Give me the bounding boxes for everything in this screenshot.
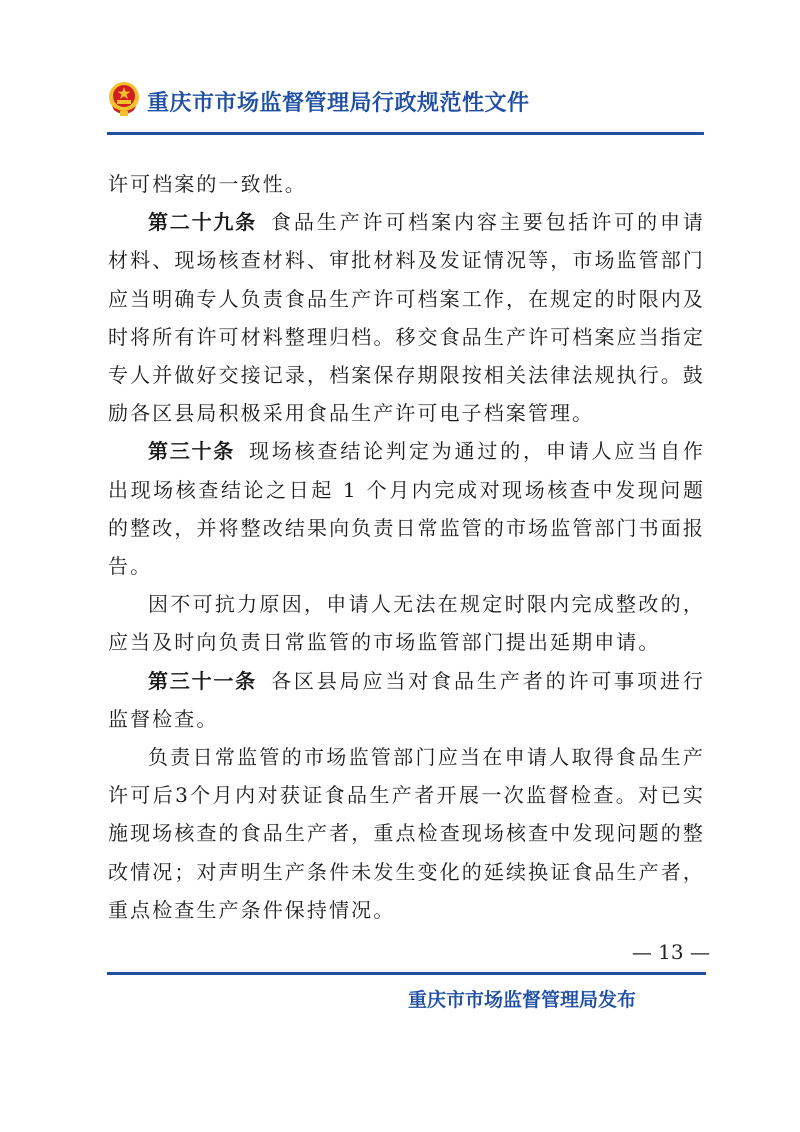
header-divider <box>107 132 704 135</box>
article-paragraph <box>108 203 705 432</box>
paragraph-text: 负责日常监管的市场监管部门应当在申请人取得食品生产许可后3个月内对获证食品生产者开展一次监督检查。对已实施现场核查的食品生产者，重点检查现场核查中发现问题的整改情况；对声明生产条件未发生变化的延续换证食品生产者，重点检查生产条件保持情况。 <box>108 745 705 922</box>
footer-publisher: 重庆市市场监督管理局发布 <box>408 989 637 1011</box>
article-heading: 第三十条 <box>148 439 235 464</box>
paragraph-text: 现场核查结论判定为通过的，申请人应当自作出现场核查结论之日起 1 个月内完成对现场核查中发现问题的整改，并将整改结果向负责日常监管的市场监管部门书面报告。 <box>108 439 706 579</box>
document-header-title: 重庆市市场监督管理局行政规范性文件 <box>147 91 530 116</box>
paragraph-text: 因不可抗力原因，申请人无法在规定时限内完成整改的，应当及时向负责日常监管的市场监管部门提出延期申请。 <box>108 592 705 655</box>
paragraph <box>108 738 705 929</box>
paragraph <box>108 585 705 661</box>
footer-divider <box>107 972 706 975</box>
document-body <box>108 165 705 929</box>
page-number: — 13 — <box>631 940 710 964</box>
paragraph-text: 各区县局应当对食品生产者的许可事项进行监督检查。 <box>108 668 705 731</box>
paragraph <box>108 165 705 203</box>
national-emblem-icon <box>107 80 141 118</box>
article-paragraph <box>108 662 705 738</box>
document-header <box>107 80 707 136</box>
article-heading: 第二十九条 <box>148 210 257 235</box>
paragraph-text: 许可档案的一致性。 <box>108 172 307 196</box>
article-heading: 第三十一条 <box>148 668 257 693</box>
paragraph-text: 食品生产许可档案内容主要包括许可的申请材料、现场核查材料、审批材料及发证情况等，市场监管部门应当明确专人负责食品生产许可档案工作，在规定的时限内及时将所有许可材料整理归档。移交食品生产许可档案应当指定专人并做好交接记录，档案保存期限按相关法律法规执行。鼓励各区县局积极采用食品生产许可电子档案管理。 <box>108 210 705 426</box>
article-paragraph <box>108 432 705 585</box>
